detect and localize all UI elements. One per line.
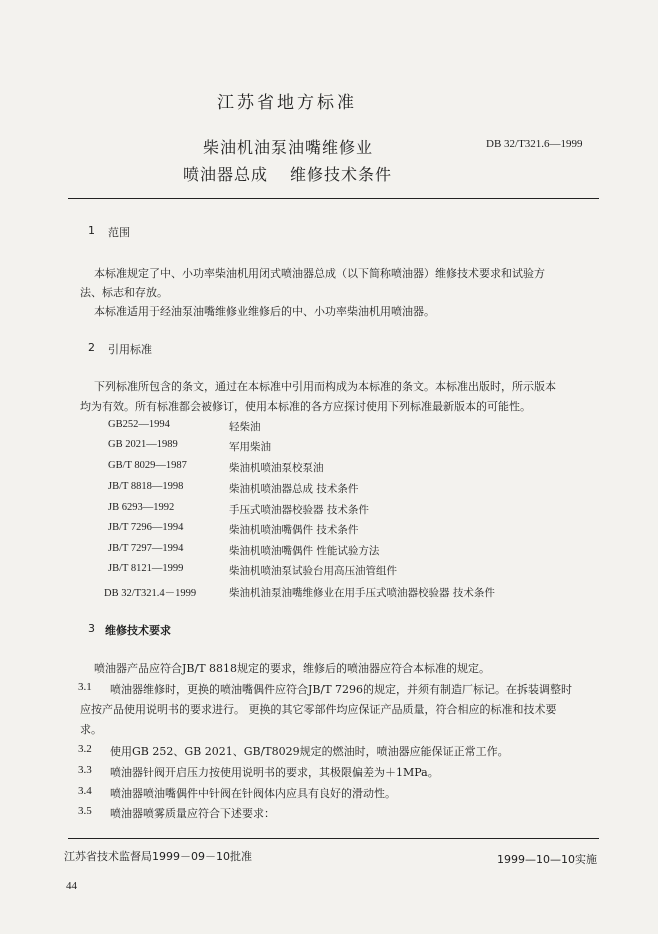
ref-code: JB 6293—1992 [108,502,175,513]
ref-code: GB252—1994 [108,419,170,430]
ref-title: 柴油机喷油嘴偶件 技术条件 [229,524,359,536]
section-1-para-2: 本标准适用于经油泵油嘴维修业维修后的中、小功率柴油机用喷油器。 [94,305,435,318]
section-2-intro-line-2: 均为有效。所有标准都会被修订，使用本标准的各方应探讨使用下列标准最新版本的可能性。 [80,400,531,413]
ref-title: 手压式喷油器校验器 技术条件 [229,504,369,516]
clause-3-1-line-2: 应按产品使用说明书的要求进行。 更换的其它零部件均应保证产品质量，符合相应的标准和技术要 [80,703,557,716]
footer-effective: 1999—10—10实施 [497,853,597,866]
section-2-intro-line-1: 下列标准所包含的条文，通过在本标准中引用而构成为本标准的条文。本标准出版时，所示版本 [94,380,556,393]
section-1-title: 范围 [108,226,130,239]
clause-3-3-line-1: 喷油器针阀开启压力按使用说明书的要求，其极限偏差为＋1MPa。 [110,766,439,779]
standard-code: DB 32/T321.6—1999 [486,138,583,150]
ref-code: JB/T 7296—1994 [108,522,184,533]
clause-3-1-line-3: 求。 [80,723,102,736]
footer-rule [68,838,599,839]
clause-3-4-line-1: 喷油器喷油嘴偶件中针阀在针阀体内应具有良好的滑动性。 [110,787,396,800]
title-line-2-part-a: 喷油器总成 [183,165,269,184]
clause-3-4-num: 3.4 [78,785,92,797]
title-line-2 [183,162,392,185]
clause-3-3-num: 3.3 [78,764,92,776]
ref-code: GB 2021—1989 [108,439,178,450]
ref-title: 军用柴油 [229,441,271,453]
ref-code: DB 32/T321.4－1999 [104,588,197,599]
clause-3-5-num: 3.5 [78,805,92,817]
clause-3-1-line-1: 喷油器维修时，更换的喷油嘴偶件应符合JB/T 7296的规定，并须有制造厂标记。在拆装调整时 [110,683,573,696]
ref-title: 柴油机喷油嘴偶件 性能试验方法 [229,545,380,557]
clause-3-2-line-1: 使用GB 252、GB 2021、GB/T8029规定的燃油时，喷油器应能保证正常工作。 [110,745,509,758]
ref-title: 柴油机油泵油嘴维修业在用手压式喷油器校验器 技术条件 [229,587,495,599]
clause-3-1-num: 3.1 [78,681,92,693]
section-1-para-1-line-2: 法、标志和存放。 [80,286,168,299]
section-3-number: 3 [88,622,95,635]
section-3-intro: 喷油器产品应符合JB/T 8818规定的要求，维修后的喷油器应符合本标准的规定。 [94,662,491,675]
ref-code: JB/T 8121—1999 [108,563,184,574]
title-line-1: 柴油机油泵油嘴维修业 [203,138,374,157]
clause-3-5-line-1: 喷油器喷雾质量应符合下述要求： [110,807,275,820]
title-line-2-part-b: 维修技术条件 [290,165,393,184]
ref-code: JB/T 7297—1994 [108,543,184,554]
section-1-para-1-line-1: 本标准规定了中、小功率柴油机用闭式喷油器总成（以下简称喷油器）维修技术要求和试验方 [94,267,545,280]
ref-title: 柴油机喷油器总成 技术条件 [229,483,359,495]
ref-title: 柴油机喷油泵试验台用高压油管组件 [229,565,397,577]
header-rule [68,198,599,199]
section-2-number: 2 [88,341,95,354]
page-number: 44 [66,880,77,892]
section-2-title: 引用标准 [108,343,152,356]
ref-title: 柴油机喷油泵校泵油 [229,462,324,474]
section-3-title: 维修技术要求 [105,624,171,637]
ref-code: JB/T 8818—1998 [108,481,184,492]
section-1-number: 1 [88,224,95,237]
clause-3-2-num: 3.2 [78,743,92,755]
header-org: 江苏省地方标准 [217,93,357,113]
ref-code: GB/T 8029—1987 [108,460,187,471]
footer-approved: 江苏省技术监督局1999－09－10批准 [64,850,252,863]
ref-title: 轻柴油 [229,421,261,433]
